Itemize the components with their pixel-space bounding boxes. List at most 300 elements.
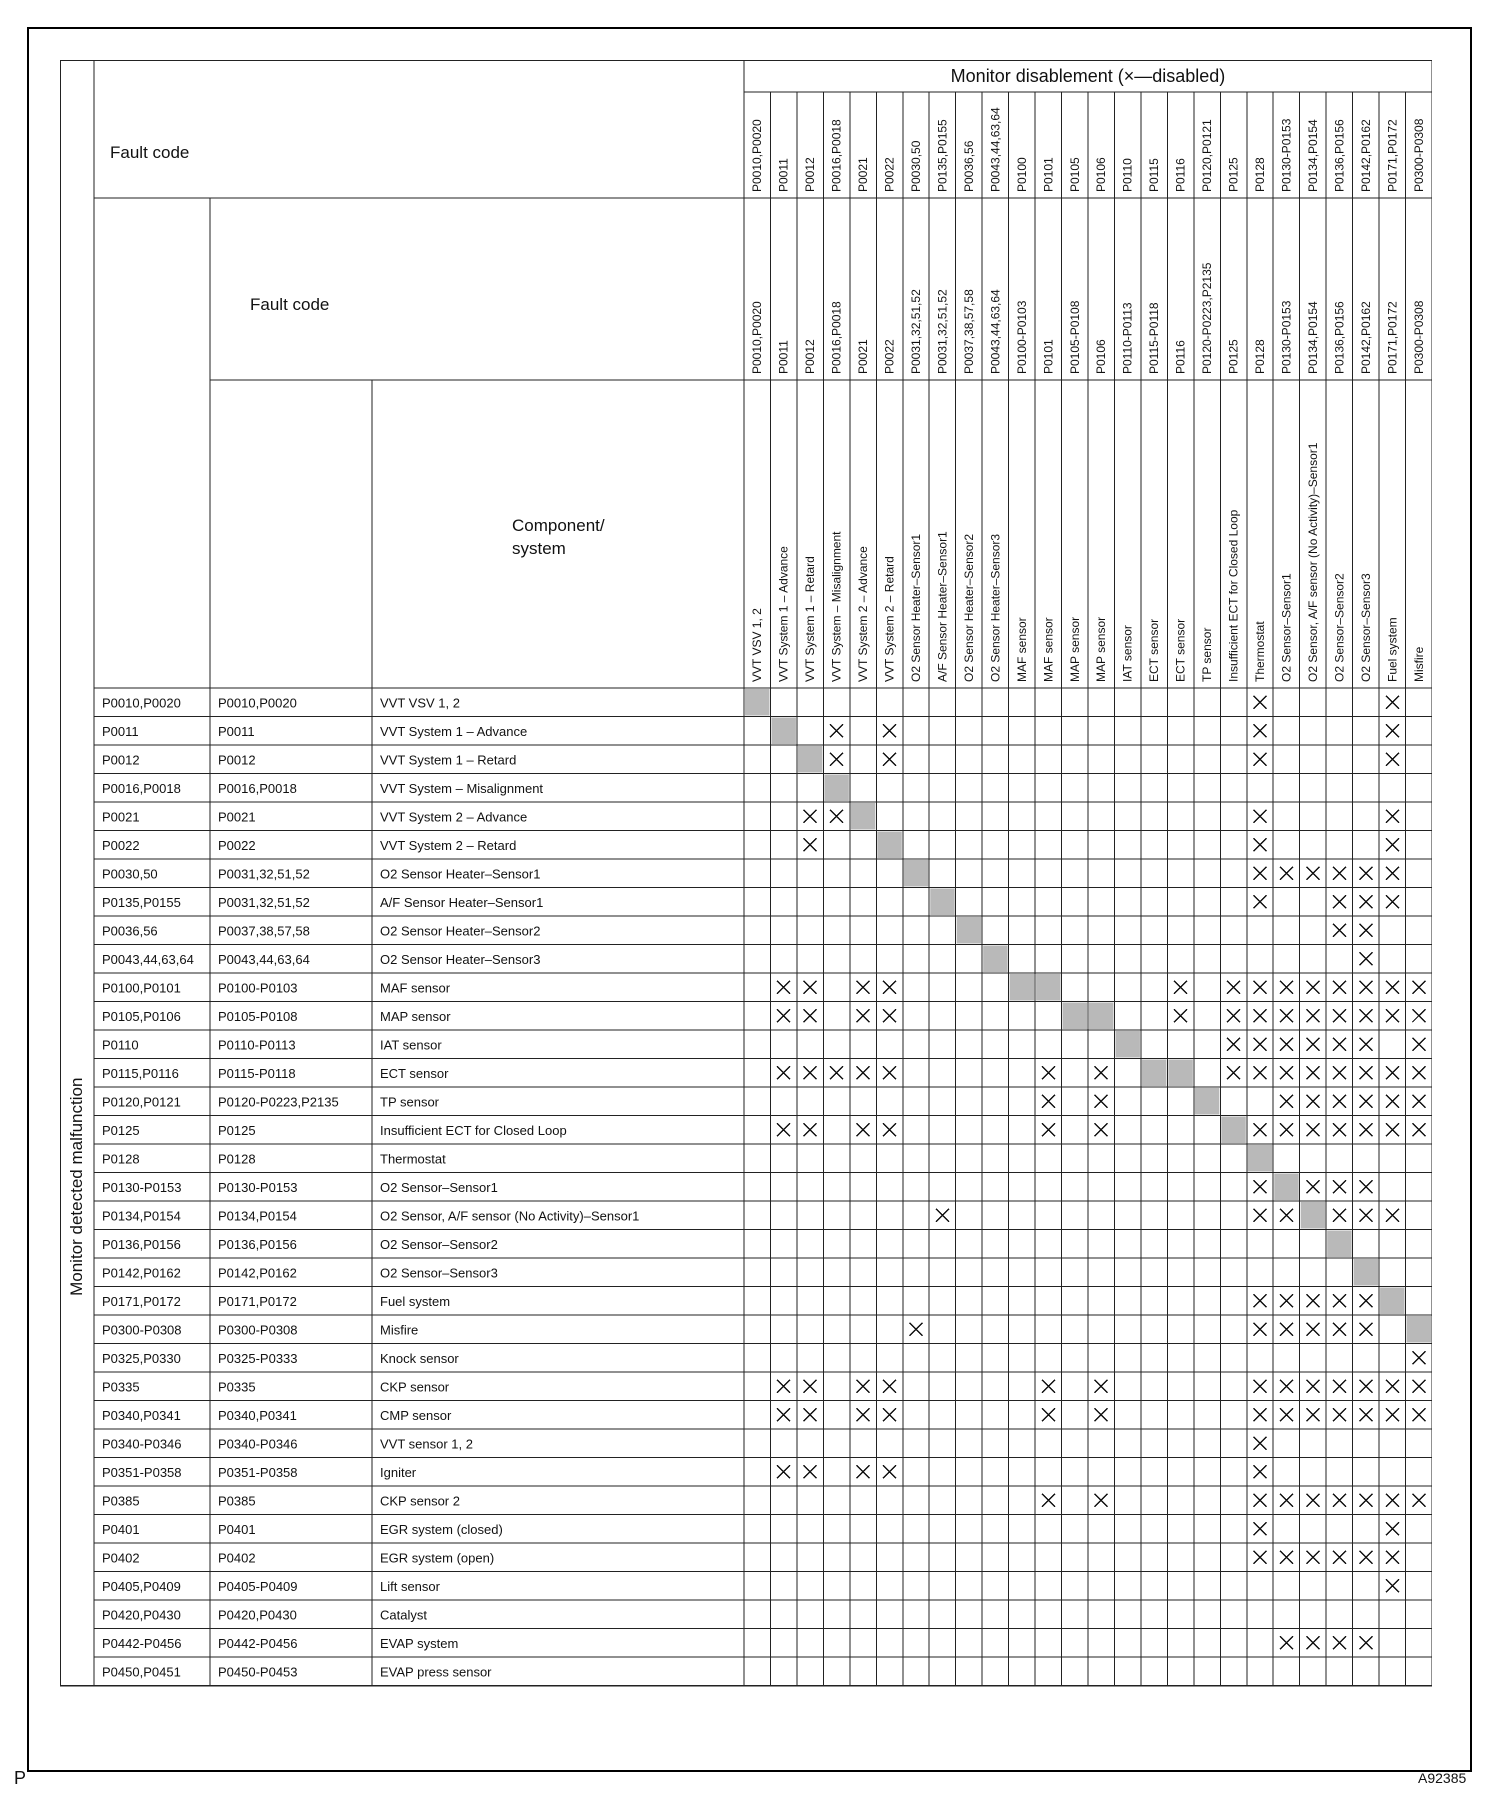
disabled-x-mark (1280, 1009, 1293, 1022)
column-code: P0100 (1014, 157, 1029, 192)
column-code: P0300-P0308 (1411, 118, 1426, 192)
disabled-x-mark (857, 981, 870, 994)
column-system-name: O2 Sensor, A/F sensor (No Activity)–Sensor1 (1305, 442, 1320, 682)
column-system-name: Fuel system (1385, 617, 1400, 682)
column-code-range: P0110-P0113 (1120, 302, 1135, 374)
row-fault-code-range: P0105-P0108 (218, 1008, 298, 1024)
column-system-name: O2 Sensor–Sensor1 (1279, 573, 1294, 682)
row-system-name: O2 Sensor Heater–Sensor3 (380, 951, 541, 967)
disabled-x-mark (1042, 1380, 1055, 1393)
row-fault-code: P0340-P0346 (102, 1436, 182, 1452)
column-code-range: P0021 (856, 339, 871, 374)
disabled-x-mark (1280, 1380, 1293, 1393)
column-system-name: VVT System – Misalignment (829, 531, 844, 682)
disabled-x-mark (1254, 1294, 1267, 1307)
disabled-x-mark (1227, 1038, 1240, 1051)
disabled-x-mark (1359, 1551, 1372, 1564)
self-monitor-shaded-cell (1407, 1316, 1431, 1343)
disabled-x-mark (804, 1408, 817, 1421)
disabled-x-mark (1359, 1209, 1372, 1222)
disabled-x-mark (1359, 924, 1372, 937)
column-system-name: MAF sensor (1014, 617, 1029, 682)
self-monitor-shaded-cell (1195, 1088, 1219, 1115)
row-system-name: CKP sensor (380, 1379, 450, 1395)
row-system-name: Fuel system (380, 1293, 451, 1309)
row-fault-code-range: P0012 (218, 752, 256, 768)
row-fault-code: P0100,P0101 (102, 980, 181, 996)
column-code: P0134,P0154 (1305, 119, 1320, 192)
row-fault-code-range: P0385 (218, 1493, 256, 1509)
disabled-x-mark (1386, 1494, 1399, 1507)
column-code-range: P0022 (882, 339, 897, 374)
disabled-x-mark (1412, 1123, 1425, 1136)
monitor-disablement-title: Monitor disablement (×—disabled) (950, 66, 1226, 86)
disabled-x-mark (1280, 1494, 1293, 1507)
self-monitor-shaded-cell (877, 832, 901, 859)
column-system-name: O2 Sensor Heater–Sensor3 (988, 533, 1003, 682)
row-system-name: MAF sensor (380, 980, 451, 996)
column-code: P0016,P0018 (829, 119, 844, 192)
disabled-x-mark (1386, 1095, 1399, 1108)
disabled-x-mark (1280, 1209, 1293, 1222)
disabled-x-mark (1333, 895, 1346, 908)
row-fault-code: P0135,P0155 (102, 894, 181, 910)
column-code: P0022 (882, 157, 897, 192)
disabled-x-mark (1306, 1494, 1319, 1507)
column-code-range: P0142,P0162 (1358, 301, 1373, 374)
row-system-name: VVT sensor 1, 2 (380, 1436, 473, 1452)
row-fault-code: P0011 (102, 723, 139, 739)
row-fault-code: P0171,P0172 (102, 1293, 181, 1309)
component-header-line1: Component/ (512, 516, 605, 535)
column-code-range: P0016,P0018 (829, 301, 844, 374)
column-code: P0101 (1041, 157, 1056, 192)
column-system-name: VVT System 2 – Retard (882, 556, 897, 682)
column-system-name: TP sensor (1200, 627, 1215, 682)
row-fault-code-range: P0031,32,51,52 (218, 866, 310, 882)
column-code-range: P0115-P0118 (1147, 302, 1162, 374)
disabled-x-mark (1359, 1408, 1372, 1421)
disabled-x-mark (830, 1066, 843, 1079)
disabled-x-mark (1359, 1380, 1372, 1393)
self-monitor-shaded-cell (930, 889, 954, 916)
row-fault-code-range: P0128 (218, 1151, 256, 1167)
row-system-name: EVAP press sensor (380, 1664, 492, 1680)
row-system-name: CMP sensor (380, 1407, 452, 1423)
column-system-name: Insufficient ECT for Closed Loop (1226, 509, 1241, 682)
disabled-x-mark (1386, 895, 1399, 908)
column-code: P0120,P0121 (1200, 119, 1215, 192)
disabled-x-mark (804, 1380, 817, 1393)
disabled-x-mark (883, 1408, 896, 1421)
row-system-name: O2 Sensor–Sensor3 (380, 1265, 498, 1281)
disabled-x-mark (883, 981, 896, 994)
row-fault-code: P0401 (102, 1521, 140, 1537)
disabled-x-mark (1280, 981, 1293, 994)
disabled-x-mark (804, 981, 817, 994)
disabled-x-mark (1333, 1494, 1346, 1507)
disabled-x-mark (1254, 838, 1267, 851)
disabled-x-mark (1306, 1551, 1319, 1564)
column-code: P0106 (1094, 157, 1109, 192)
column-code-range: P0012 (803, 339, 818, 374)
disabled-x-mark (1280, 867, 1293, 880)
column-system-name: VVT System 1 – Advance (776, 546, 791, 682)
disabled-x-mark (1306, 1123, 1319, 1136)
disabled-x-mark (1095, 1408, 1108, 1421)
column-code: P0171,P0172 (1385, 119, 1400, 192)
self-monitor-shaded-cell (745, 689, 769, 716)
disabled-x-mark (1333, 1209, 1346, 1222)
column-code-range: P0010,P0020 (750, 301, 765, 374)
disabled-x-mark (1359, 1095, 1372, 1108)
self-monitor-shaded-cell (957, 917, 981, 944)
row-fault-code-range: P0136,P0156 (218, 1236, 297, 1252)
disabled-x-mark (1254, 867, 1267, 880)
row-fault-code-range: P0402 (218, 1550, 256, 1566)
disabled-x-mark (1386, 1209, 1399, 1222)
row-fault-code: P0450,P0451 (102, 1664, 181, 1680)
disabled-x-mark (1254, 1323, 1267, 1336)
self-monitor-shaded-cell (1010, 974, 1034, 1001)
disabled-x-mark (1042, 1095, 1055, 1108)
disabled-x-mark (1386, 1380, 1399, 1393)
disabled-x-mark (1333, 1323, 1346, 1336)
column-code-range: P0136,P0156 (1332, 301, 1347, 374)
column-code-range: P0100-P0103 (1014, 300, 1029, 374)
row-fault-code: P0442-P0456 (102, 1635, 182, 1651)
self-monitor-shaded-cell (1354, 1259, 1378, 1286)
disabled-x-mark (804, 1123, 817, 1136)
disabled-x-mark (1042, 1123, 1055, 1136)
row-fault-code: P0142,P0162 (102, 1265, 181, 1281)
disabled-x-mark (1386, 1066, 1399, 1079)
column-system-name: A/F Sensor Heater–Sensor1 (935, 531, 950, 682)
column-code: P0128 (1253, 157, 1267, 192)
disabled-x-mark (1359, 1038, 1372, 1051)
disabled-x-mark (1359, 981, 1372, 994)
row-fault-code: P0128 (102, 1151, 140, 1167)
row-system-name: VVT System 2 – Retard (380, 837, 517, 853)
row-fault-code: P0130-P0153 (102, 1179, 182, 1195)
disabled-x-mark (857, 1465, 870, 1478)
disabled-x-mark (830, 724, 843, 737)
row-fault-code: P0012 (102, 752, 140, 768)
disabled-x-mark (1280, 1636, 1293, 1649)
self-monitor-shaded-cell (824, 775, 848, 802)
column-code: P0021 (856, 157, 871, 192)
row-fault-code-range: P0037,38,57,58 (218, 923, 310, 939)
disabled-x-mark (804, 810, 817, 823)
disabled-x-mark (1386, 1522, 1399, 1535)
row-fault-code-range: P0022 (218, 837, 256, 853)
row-system-name: EGR system (open) (380, 1550, 495, 1566)
disabled-x-mark (1306, 1095, 1319, 1108)
disabled-x-mark (830, 753, 843, 766)
column-code: P0043,44,63,64 (988, 107, 1003, 192)
row-fault-code-range: P0125 (218, 1122, 256, 1138)
row-fault-code-range: P0011 (218, 723, 255, 739)
disabled-x-mark (1412, 981, 1425, 994)
column-system-name: VVT System 1 – Retard (803, 556, 818, 682)
row-fault-code: P0335 (102, 1379, 140, 1395)
column-code-range: P0125 (1226, 339, 1241, 374)
row-system-name: IAT sensor (380, 1037, 442, 1053)
disabled-x-mark (1095, 1494, 1108, 1507)
disabled-x-mark (1042, 1408, 1055, 1421)
column-code: P0105 (1067, 157, 1082, 192)
self-monitor-shaded-cell (1380, 1288, 1404, 1315)
row-fault-code: P0402 (102, 1550, 140, 1566)
disabled-x-mark (1386, 1551, 1399, 1564)
self-monitor-shaded-cell (1248, 1145, 1272, 1172)
disabled-x-mark (1386, 1579, 1399, 1592)
fault-code-header-mid: Fault code (250, 295, 330, 314)
disabled-x-mark (1280, 1095, 1293, 1108)
row-system-name: MAP sensor (380, 1008, 451, 1024)
column-code-range: P0120-P0223,P2135 (1200, 262, 1215, 374)
disabled-x-mark (857, 1066, 870, 1079)
disabled-x-mark (1095, 1123, 1108, 1136)
disabled-x-mark (883, 1123, 896, 1136)
column-code: P0115 (1147, 158, 1162, 192)
disabled-x-mark (1227, 1009, 1240, 1022)
column-code: P0135,P0155 (935, 119, 950, 192)
disabled-x-mark (1386, 724, 1399, 737)
disabled-x-mark (1254, 1522, 1267, 1535)
disabled-x-mark (1359, 1180, 1372, 1193)
row-fault-code-range: P0021 (218, 809, 256, 825)
disabled-x-mark (1333, 1636, 1346, 1649)
disabled-x-mark (1333, 1551, 1346, 1564)
row-fault-code-range: P0110-P0113 (218, 1037, 296, 1053)
disabled-x-mark (1359, 867, 1372, 880)
disabled-x-mark (1412, 1351, 1425, 1364)
disabled-x-mark (857, 1380, 870, 1393)
disabled-x-mark (1254, 1465, 1267, 1478)
column-code: P0012 (803, 157, 818, 192)
row-fault-code-range: P0401 (218, 1521, 256, 1537)
column-code-range: P0134,P0154 (1305, 301, 1320, 374)
disabled-x-mark (1254, 810, 1267, 823)
disabled-x-mark (1254, 1380, 1267, 1393)
disabled-x-mark (857, 1009, 870, 1022)
disabled-x-mark (1359, 1636, 1372, 1649)
row-fault-code: P0325,P0330 (102, 1350, 181, 1366)
disabled-x-mark (1254, 1551, 1267, 1564)
disabled-x-mark (1174, 981, 1187, 994)
disabled-x-mark (1254, 981, 1267, 994)
row-fault-code-range: P0335 (218, 1379, 256, 1395)
disabled-x-mark (1254, 1437, 1267, 1450)
disabled-x-mark (1333, 1123, 1346, 1136)
disabled-x-mark (1280, 1038, 1293, 1051)
row-system-name: Lift sensor (380, 1578, 440, 1594)
disabled-x-mark (804, 838, 817, 851)
disabled-x-mark (1333, 1408, 1346, 1421)
disabled-x-mark (1306, 1408, 1319, 1421)
disabled-x-mark (1306, 1066, 1319, 1079)
column-code-range: P0128 (1253, 339, 1267, 374)
column-code: P0011 (776, 158, 791, 192)
disabled-x-mark (1254, 1066, 1267, 1079)
row-fault-code: P0010,P0020 (102, 695, 181, 711)
disabled-x-mark (1412, 1494, 1425, 1507)
self-monitor-shaded-cell (1089, 1003, 1113, 1030)
disabled-x-mark (1333, 1180, 1346, 1193)
disabled-x-mark (1042, 1066, 1055, 1079)
row-fault-code: P0120,P0121 (102, 1094, 181, 1110)
column-code: P0136,P0156 (1332, 119, 1347, 192)
disabled-x-mark (1306, 1294, 1319, 1307)
disabled-x-mark (1280, 1066, 1293, 1079)
row-system-name: Knock sensor (380, 1350, 459, 1366)
column-code-range: P0116 (1173, 340, 1188, 374)
disabled-x-mark (1174, 1009, 1187, 1022)
row-fault-code: P0022 (102, 837, 140, 853)
row-fault-code: P0405,P0409 (102, 1578, 181, 1594)
disabled-x-mark (1280, 1294, 1293, 1307)
column-system-name: IAT sensor (1120, 625, 1135, 682)
column-code: P0142,P0162 (1358, 119, 1373, 192)
disabled-x-mark (830, 810, 843, 823)
self-monitor-shaded-cell (1168, 1060, 1192, 1087)
column-system-name: O2 Sensor Heater–Sensor1 (909, 533, 923, 682)
disabled-x-mark (1280, 1408, 1293, 1421)
disabled-x-mark (1254, 1408, 1267, 1421)
disabled-x-mark (777, 1066, 790, 1079)
self-monitor-shaded-cell (798, 746, 822, 773)
self-monitor-shaded-cell (1142, 1060, 1166, 1087)
row-fault-code-range: P0325-P0333 (218, 1350, 298, 1366)
row-fault-code: P0016,P0018 (102, 780, 181, 796)
row-system-name: O2 Sensor Heater–Sensor1 (380, 866, 541, 882)
disabled-x-mark (1254, 1180, 1267, 1193)
disabled-x-mark (1227, 981, 1240, 994)
disabled-x-mark (1359, 952, 1372, 965)
row-fault-code: P0105,P0106 (102, 1008, 181, 1024)
disabled-x-mark (1412, 1408, 1425, 1421)
disabled-x-mark (1280, 1551, 1293, 1564)
column-code-range: P0043,44,63,64 (988, 289, 1003, 374)
row-fault-code-range: P0100-P0103 (218, 980, 298, 996)
disabled-x-mark (1254, 696, 1267, 709)
row-fault-code-range: P0420,P0430 (218, 1607, 297, 1623)
row-fault-code: P0300-P0308 (102, 1322, 182, 1338)
disabled-x-mark (1333, 1294, 1346, 1307)
column-system-name: O2 Sensor Heater–Sensor2 (961, 533, 976, 682)
column-system-name: O2 Sensor–Sensor2 (1332, 573, 1347, 682)
row-fault-code: P0110 (102, 1037, 139, 1053)
disabled-x-mark (936, 1209, 949, 1222)
row-fault-code: P0030,50 (102, 866, 158, 882)
column-code-range: P0105-P0108 (1067, 300, 1082, 374)
disabled-x-mark (1333, 1066, 1346, 1079)
row-system-name: EGR system (closed) (380, 1521, 503, 1537)
column-code-range: P0171,P0172 (1385, 301, 1400, 374)
row-fault-code: P0385 (102, 1493, 140, 1509)
column-code-range: P0037,38,57,58 (961, 289, 976, 374)
disabled-x-mark (1412, 1009, 1425, 1022)
footer-letter: P (14, 1768, 27, 1788)
disabled-x-mark (1042, 1494, 1055, 1507)
disabled-x-mark (1306, 1009, 1319, 1022)
column-code: P0010,P0020 (750, 119, 765, 192)
column-code: P0030,50 (909, 140, 923, 192)
row-system-name: CKP sensor 2 (380, 1493, 460, 1509)
column-code-range: P0106 (1094, 339, 1109, 374)
self-monitor-shaded-cell (1063, 1003, 1087, 1030)
row-system-name: O2 Sensor–Sensor2 (380, 1236, 498, 1252)
component-header-line2: system (512, 539, 566, 558)
disabled-x-mark (1359, 1494, 1372, 1507)
column-code-range: P0011 (776, 340, 791, 374)
row-system-name: TP sensor (380, 1094, 440, 1110)
disabled-x-mark (777, 1123, 790, 1136)
row-system-name: O2 Sensor–Sensor1 (380, 1179, 498, 1195)
column-code-range: P0031,32,51,52 (935, 289, 950, 374)
disabled-x-mark (1412, 1066, 1425, 1079)
disabled-x-mark (1333, 1380, 1346, 1393)
disabled-x-mark (1095, 1066, 1108, 1079)
disabled-x-mark (1359, 1123, 1372, 1136)
disabled-x-mark (910, 1323, 923, 1336)
row-system-name: VVT VSV 1, 2 (380, 695, 460, 711)
disabled-x-mark (1095, 1095, 1108, 1108)
disabled-x-mark (1412, 1380, 1425, 1393)
row-fault-code-range: P0010,P0020 (218, 695, 297, 711)
disabled-x-mark (777, 1009, 790, 1022)
figure-id: A92385 (1418, 1770, 1467, 1786)
column-code: P0125 (1226, 157, 1241, 192)
disabled-x-mark (1306, 981, 1319, 994)
disabled-x-mark (1386, 696, 1399, 709)
self-monitor-shaded-cell (1036, 974, 1060, 1001)
row-system-name: VVT System 1 – Retard (380, 752, 517, 768)
column-system-name: ECT sensor (1173, 618, 1188, 682)
row-system-name: ECT sensor (380, 1065, 449, 1081)
self-monitor-shaded-cell (851, 803, 875, 830)
disabled-x-mark (1412, 1095, 1425, 1108)
row-fault-code: P0136,P0156 (102, 1236, 181, 1252)
side-label-monitor-detected: Monitor detected malfunction (67, 1077, 86, 1296)
disabled-x-mark (1386, 1123, 1399, 1136)
disabled-x-mark (1254, 1009, 1267, 1022)
row-fault-code: P0125 (102, 1122, 140, 1138)
self-monitor-shaded-cell (771, 718, 795, 745)
row-fault-code-range: P0134,P0154 (218, 1208, 297, 1224)
self-monitor-shaded-cell (904, 860, 928, 887)
row-fault-code: P0420,P0430 (102, 1607, 181, 1623)
disabled-x-mark (1254, 753, 1267, 766)
column-system-name: ECT sensor (1147, 618, 1162, 682)
row-fault-code-range: P0016,P0018 (218, 780, 297, 796)
disabled-x-mark (1386, 867, 1399, 880)
row-system-name: VVT System 1 – Advance (380, 723, 528, 739)
column-system-name: MAP sensor (1094, 616, 1109, 682)
disabled-x-mark (883, 753, 896, 766)
disabled-x-mark (1359, 1066, 1372, 1079)
disabled-x-mark (1359, 1009, 1372, 1022)
monitor-disablement-table (60, 60, 1432, 1732)
row-fault-code: P0036,56 (102, 923, 158, 939)
self-monitor-shaded-cell (1274, 1174, 1298, 1201)
row-system-name: VVT System 2 – Advance (380, 809, 528, 825)
disabled-x-mark (1359, 1323, 1372, 1336)
row-system-name: A/F Sensor Heater–Sensor1 (380, 894, 544, 910)
self-monitor-shaded-cell (1221, 1117, 1245, 1144)
disabled-x-mark (1333, 924, 1346, 937)
